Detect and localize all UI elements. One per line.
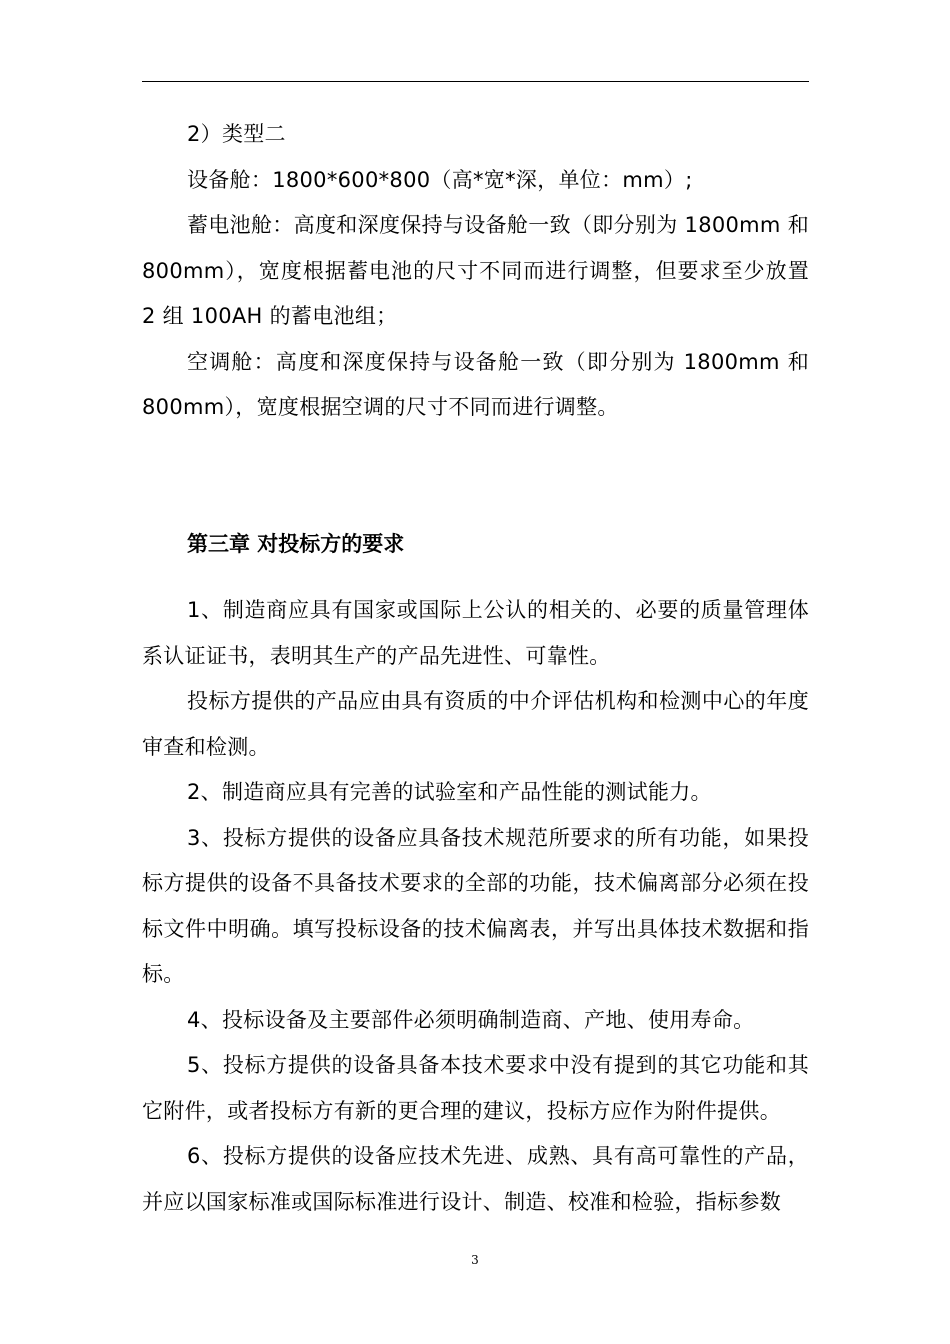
requirement-item: 1、制造商应具有国家或国际上公认的相关的、必要的质量管理体系认证证书，表明其生产的产品先进性、可靠性。 [142,598,809,668]
requirement-item: 4、投标设备及主要部件必须明确制造商、产地、使用寿命。 [187,1007,755,1032]
document-body [142,112,809,1225]
requirement-item: 2、制造商应具有完善的试验室和产品性能的测试能力。 [187,780,712,804]
requirement-item: 6、投标方提供的设备应技术先进、成熟、具有高可靠性的产品，并应以国家标准或国际标准进行设计、制造、校准和检验，指标参数 [142,1144,809,1214]
type-title: 2）类型二 [187,122,286,146]
battery-cabin-spec: 蓄电池舱：高度和深度保持与设备舱一致（即分别为 1800mm 和 800mm），宽度根据蓄电池的尺寸不同而进行调整，但要求至少放置 2 组 100AH 的蓄电池组； [142,213,809,328]
requirement-item: 3、投标方提供的设备应具备技术规范所要求的所有功能，如果投标方提供的设备不具备技术要求的全部的功能，技术偏离部分必须在投标文件中明确。填写投标设备的技术偏离表，并写出具体技术数据和指标。 [142,825,809,986]
chapter-heading: 第三章 对投标方的要求 [187,531,405,556]
requirement-item: 投标方提供的产品应由具有资质的中介评估机构和检测中心的年度审查和检测。 [142,689,809,759]
requirement-item: 5、投标方提供的设备具备本技术要求中没有提到的其它功能和其它附件，或者投标方有新的更合理的建议，投标方应作为附件提供。 [142,1053,809,1123]
page-number: 3 [471,1253,479,1267]
header-rule [142,81,809,82]
ac-cabin-spec: 空调舱：高度和深度保持与设备舱一致（即分别为 1800mm 和 800mm），宽度根据空调的尺寸不同而进行调整。 [142,349,809,419]
equipment-cabin-spec: 设备舱：1800*600*800（高*宽*深，单位：mm）; [187,167,693,192]
